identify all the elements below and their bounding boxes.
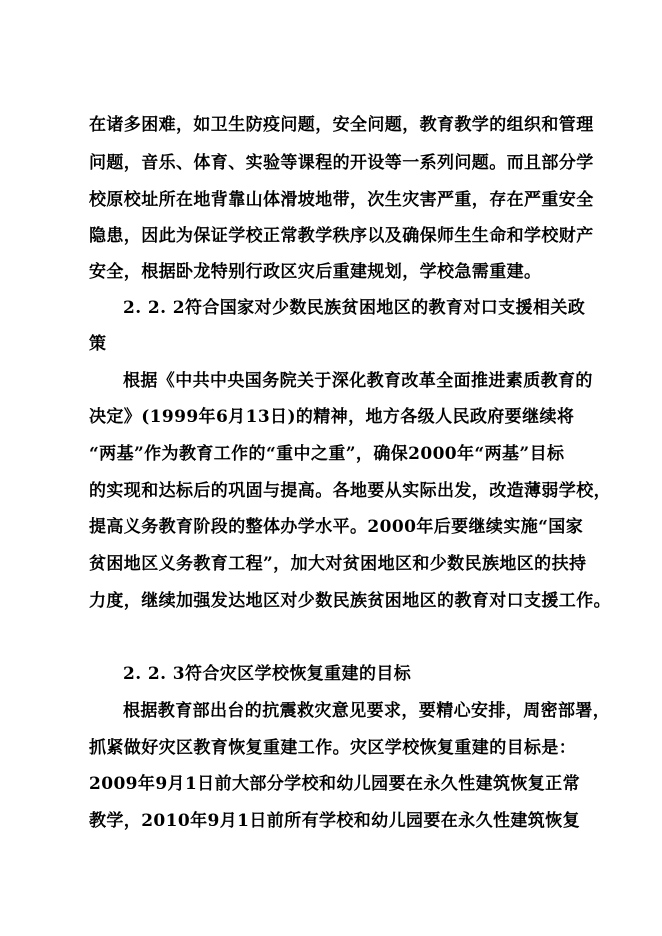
paragraph-line: 贫困地区义务教育工程”，加大对贫困地区和少数民族地区的扶持 [89,554,587,574]
paragraph-line: 教学，2010年9月1日前所有学校和幼儿园要在永久性建筑恢复 [89,811,580,831]
section-heading-continued: 策 [89,334,107,354]
paragraph-line: 根据《中共中央国务院关于深化教育改革全面推进素质教育的 [123,371,593,391]
paragraph-line: 在诸多困难，如卫生防疫问题，安全问题，教育教学的组织和管理 [89,115,594,135]
paragraph-line: 力度，继续加强发达地区对少数民族贫困地区的教育对口支援工作。 [89,591,611,611]
paragraph-line: 问题，音乐、体育、实验等课程的开设等一系列问题。而且部分学 [89,153,594,173]
paragraph-line: 的实现和达标后的巩固与提高。各地要从实际出发，改造薄弱学校， [89,481,611,501]
paragraph-line: 抓紧做好灾区教育恢复重建工作。灾区学校恢复重建的目标是： [89,738,577,758]
paragraph-line: 2009年9月1日前大部分学校和幼儿园要在永久性建筑恢复正常 [89,774,580,794]
paragraph-line: 校原校址所在地背靠山体滑坡地带，次生灾害严重，存在严重安全 [89,190,594,210]
paragraph-line: 安全，根据卧龙特别行政区灾后重建规划，学校急需重建。 [89,262,542,282]
paragraph-line: “两基”作为教育工作的“重中之重”，确保2000年“两基”目标 [89,444,565,464]
paragraph-line: 提高义务教育阶段的整体办学水平。2000年后要继续实施“国家 [89,517,584,537]
paragraph-line: 隐患，因此为保证学校正常教学秩序以及确保师生生命和学校财产 [89,226,594,246]
paragraph-line: 根据教育部出台的抗震救灾意见要求，要精心安排，周密部署， [123,701,611,721]
section-heading: 2. 2. 3符合灾区学校恢复重建的目标 [123,664,412,684]
paragraph-line: 决定》(1999年6月13日)的精神，地方各级人民政府要继续将 [89,407,575,427]
section-heading: 2. 2. 2符合国家对少数民族贫困地区的教育对口支援相关政 [123,298,586,318]
